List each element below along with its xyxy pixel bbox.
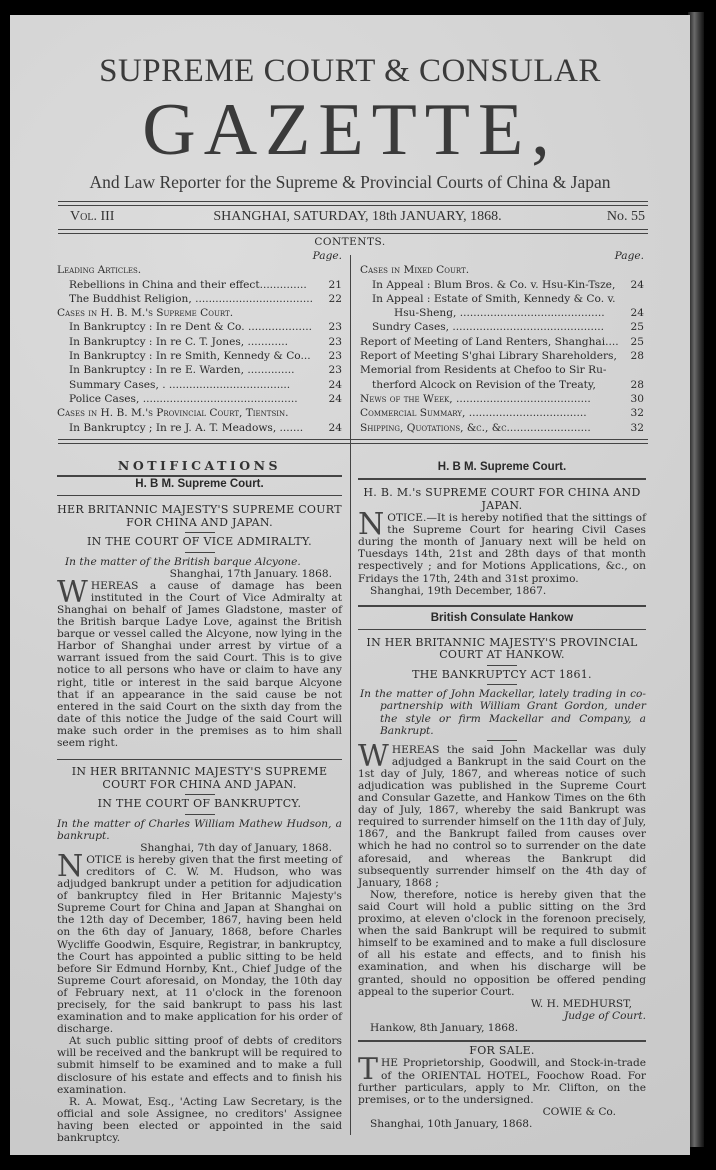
notice-matter: In the matter of Charles William Mathew Hudson, a bankrupt.	[57, 817, 342, 842]
toc-left-list	[57, 263, 342, 435]
toc-entry-title: Sundry Cases, .............................................	[372, 321, 604, 334]
notice-court: HER BRITANNIC MAJESTY'S SUPREME COURT FOR CHINA AND JAPAN.	[57, 503, 342, 529]
toc-entry	[360, 335, 644, 349]
gazette-page	[10, 15, 690, 1155]
dropcap: N	[358, 507, 385, 543]
toc-page-number: 24	[630, 278, 644, 291]
toc-entry	[57, 378, 342, 392]
notice-dateline: Shanghai, 7th day of January, 1868.	[140, 841, 332, 854]
toc-page-number: 23	[328, 364, 342, 377]
toc-page-number: 22	[328, 292, 342, 305]
toc-page-number: 23	[328, 321, 342, 334]
toc-page-number	[622, 363, 644, 377]
toc-left-column	[57, 249, 342, 435]
toc-entry	[57, 363, 342, 377]
issue-date: SHANGHAI, SATURDAY, 18th JANUARY, 1868.	[213, 209, 502, 224]
toc-page-number: 28	[630, 350, 644, 363]
toc-entry	[360, 406, 644, 420]
double-rule	[58, 229, 648, 234]
column-divider	[350, 445, 351, 1135]
toc-entry-title: In Bankruptcy : In re Smith, Kennedy & Co...	[69, 350, 311, 363]
rule	[358, 629, 646, 630]
notice-paragraph: Now, therefore, notice is hereby given that the said Court will hold a public sitting on the 3rd proximo, at eleven o'clock in the forenoon precisely, when the said Bankrupt will be required to submit himself to be examined and to make a full disclosure of all his estate and effects, and to finish his examination, and when his discharge will be granted, should no opposition be offered pending appeal to the superior Court.	[358, 888, 646, 998]
toc-entry-title: Summary Cases, . ....................................	[69, 378, 291, 391]
toc-entry	[360, 349, 644, 363]
left-notices	[57, 478, 342, 1144]
toc-page-number: 25	[630, 335, 644, 348]
toc-right-column	[360, 249, 644, 435]
toc-entry	[360, 363, 644, 377]
toc-page-number	[622, 292, 644, 306]
toc-entry-title: Hsu-Sheng, ...........................................	[394, 307, 605, 320]
rule	[57, 759, 342, 760]
signature-title: Judge of Court.	[564, 1009, 646, 1022]
short-rule	[185, 552, 215, 553]
contents-title: CONTENTS.	[314, 236, 386, 248]
toc-section	[57, 306, 342, 320]
issue-number: No. 55	[606, 209, 645, 224]
toc-entry	[57, 320, 342, 334]
toc-entry	[360, 320, 644, 334]
toc-page-number: 24	[328, 392, 342, 405]
toc-entry	[360, 421, 644, 435]
toc-page-number: 32	[630, 421, 644, 434]
notice-matter: In the matter of John Mackellar, lately trading in co-partnership with William Grant Gordon, under the style or firm Mackellar and Company, a Bankrupt.	[360, 688, 646, 737]
masthead-line1: SUPREME COURT & CONSULAR	[99, 53, 601, 89]
rule	[358, 605, 646, 607]
short-rule	[487, 740, 517, 741]
toc-section	[57, 263, 342, 277]
notice-body: NOTICE.—It is hereby notified that the sittings of the Supreme Court for hearing Civil Cases during the month of January next will be held on Tuesdays 14th, 21st and 28th days of that month respectively ; and for Motions Applications, &c., on Fridays the 17th, 24th and 31st proximo.	[358, 507, 646, 585]
toc-right-list	[360, 263, 644, 435]
toc-entry-title: In Appeal : Blum Bros. & Co. v. Hsu-Kin-Tsze,	[372, 278, 616, 291]
notice-dateline: Shanghai, 10th January, 1868.	[370, 1117, 533, 1130]
toc-section	[360, 263, 644, 277]
toc-entry	[360, 306, 644, 320]
page-column-header: Page.	[614, 250, 644, 262]
short-rule	[185, 532, 215, 533]
page-column-header: Page.	[312, 250, 342, 262]
toc-entry-title: In Bankruptcy : In re Dent & Co. ...................	[69, 321, 312, 334]
toc-entry	[57, 278, 342, 292]
signature: COWIE & Co.	[542, 1105, 616, 1118]
signature: W. H. MEDHURST,	[530, 997, 632, 1010]
notice-body: WHEREAS a cause of damage has been instituted in the Court of Vice Admiralty at Shanghai on behalf of James Gladstone, master of the British barque Ladye Love, against the British barque or vessel called the Alcyone, now lying in the Harbor of Shanghai under arrest by virtue of a warrant issued from the said Court. This is to give notice to all persons who have or claim to have any right, title or interest in the said barque Alcyone that if an appearance in the said cause be not entered in the said Court on the sixth day from the date of this notice the Judge of the said Court will make such order in the premises as to him shall seem right.	[57, 574, 342, 749]
toc-page-number: 24	[630, 307, 644, 320]
toc-entry-title: Cases in H. B. M.'s Provincial Court, Tientsin.	[57, 407, 289, 420]
notice-court: H. B. M.'s SUPREME COURT FOR CHINA AND JAPAN.	[363, 486, 641, 512]
notice-court: IN HER BRITANNIC MAJESTY'S PROVINCIAL COURT AT HANKOW.	[366, 635, 638, 662]
toc-entry-title: Report of Meeting of Land Renters, Shanghai....	[360, 335, 619, 348]
volume-label: Vol. III	[70, 209, 115, 224]
short-rule	[185, 814, 215, 815]
toc-page-number: 32	[630, 407, 644, 420]
toc-page-number: 30	[630, 392, 644, 405]
toc-entry-title: Rebellions in China and their effect..............	[69, 278, 307, 291]
toc-entry	[360, 292, 644, 306]
notice-body: NOTICE is hereby given that the first meeting of creditors of C. W. M. Hudson, who was adjudged bankrupt under a petition for adjudication of bankruptcy filed in Her Britannic Majesty's Supreme Court for China and Japan at Shanghai on the 12th day of December, 1867, having been held on the 6th day of January, 1868, before Charles Wycliffe Goodwin, Esquire, Registrar, in bankruptcy, the Court has appointed a public sitting to be held before Sir Edmund Hornby, Knt., Chief Judge of the Supreme Court aforesaid, on Monday, the 10th day of February next, at 11 o'clock in the forenoon precisely, for the said bankrupt to pass his last examination and to make application for his order of discharge.	[57, 848, 342, 1036]
toc-entry-title: In Appeal : Estate of Smith, Kennedy & Co. v.	[372, 292, 616, 305]
rule	[358, 478, 646, 480]
notice-body: WHEREAS the said John Mackellar was duly adjudged a Bankrupt in the said Court on the 1st day of July, 1867, and whereas notice of such adjudication was published in the Supreme Court and Consular Gazette, and Hankow Times on the 6th day of July, 1867, whereby the said Bankrupt was required to surrender himself on the 11th day of July, 1867, and the Bankrupt failed from causes over which he had no control so to surrender on the date aforesaid, and whereas the Bankrupt did subsequently surrender himself on the 4th day of January, 1868 ;	[358, 738, 646, 889]
notice-dateline: Shanghai, 19th December, 1867.	[370, 584, 547, 597]
double-rule	[58, 439, 648, 444]
book-spine	[688, 12, 704, 1147]
rule	[57, 495, 342, 496]
toc-entry	[360, 378, 644, 392]
short-rule	[185, 794, 215, 795]
toc-page-number: 24	[328, 421, 342, 434]
for-sale-title: FOR SALE.	[469, 1043, 535, 1057]
short-rule	[487, 684, 517, 685]
rule	[57, 475, 342, 477]
notice-division: IN THE COURT OF VICE ADMIRALTY.	[87, 535, 312, 549]
dropcap: W	[358, 738, 389, 774]
notifications-title: NOTIFICATIONS	[117, 458, 282, 473]
notice-dateline: Hankow, 8th January, 1868.	[370, 1021, 519, 1034]
notice-court: IN HER BRITANNIC MAJESTY'S SUPREME COURT FOR CHINA AND JAPAN.	[71, 765, 328, 791]
notice-paragraph: At such public sitting proof of debts of creditors will be received and the bankrupt will be required to submit himself to be examined and to make a full disclosure of his estate and effects and to finish his examination.	[57, 1035, 342, 1096]
toc-entry	[57, 292, 342, 306]
notice-division: THE BANKRUPTCY ACT 1861.	[412, 667, 592, 681]
masthead-title: GAZETTE,	[142, 89, 558, 171]
notice-dateline: Shanghai, 17th January. 1868.	[169, 567, 332, 580]
section-head-consulate: British Consulate Hankow	[430, 611, 574, 624]
dropcap: W	[57, 574, 88, 610]
toc-entry-title: News of the Week, ........................................	[360, 392, 591, 405]
toc-page-number: 23	[328, 335, 342, 348]
notice-matter: In the matter of the British barque Alcyone.	[65, 555, 301, 568]
toc-entry-title: Shipping, Quotations, &c., &c.........................	[360, 421, 591, 434]
toc-entry	[57, 335, 342, 349]
toc-page-number: 25	[630, 321, 644, 334]
notice-paragraph: R. A. Mowat, Esq., 'Acting Law Secretary, is the official and sole Assignee, no creditors' Assignee having been elected or appointed in the said bankruptcy.	[57, 1095, 342, 1145]
toc-entry-title: Cases in H. B. M.'s Supreme Court.	[57, 307, 234, 320]
notice-division: IN THE COURT OF BANKRUPTCY.	[97, 797, 302, 811]
rule	[358, 1040, 646, 1042]
toc-entry-title: Commercial Summary, ...................................	[360, 407, 587, 420]
toc-page-number: 28	[630, 378, 644, 391]
toc-section	[57, 406, 342, 420]
toc-page-number: 21	[328, 278, 342, 291]
right-notices	[358, 461, 646, 1130]
toc-entry	[57, 392, 342, 406]
toc-entry-title: Police Cases, ..............................................	[69, 392, 298, 405]
toc-entry-title: The Buddhist Religion, ...................................	[69, 292, 313, 305]
toc-entry	[57, 421, 342, 435]
dropcap: N	[57, 848, 84, 884]
toc-entry	[360, 392, 644, 406]
toc-entry-title: In Bankruptcy ; In re J. A. T. Meadows, .......	[69, 421, 304, 434]
section-head-supreme-court: H. B M. Supreme Court.	[437, 461, 567, 473]
toc-entry-title: therford Alcock on Revision of the Treaty,	[372, 378, 596, 391]
masthead-subtitle: And Law Reporter for the Supreme & Provincial Courts of China & Japan	[89, 172, 611, 192]
toc-entry-title: Memorial from Residents at Chefoo to Sir Ru-	[360, 364, 607, 377]
toc-entry-title: Report of Meeting S'ghai Library Shareholders,	[360, 350, 617, 363]
double-rule	[58, 201, 648, 206]
toc-entry-title: In Bankruptcy : In re C. T. Jones, ............	[69, 335, 288, 348]
dropcap: T	[358, 1052, 379, 1088]
for-sale-body: THE Proprietorship, Goodwill, and Stock-in-trade of the ORIENTAL HOTEL, Foochow Road. For further particulars, apply to Mr. Clifton, on the premises, or to the undersigned.	[358, 1052, 646, 1106]
column-divider	[350, 255, 351, 453]
toc-entry	[57, 349, 342, 363]
toc-entry-title: In Bankruptcy : In re E. Warden, ..............	[69, 364, 295, 377]
section-head-supreme-court: H. B M. Supreme Court.	[135, 478, 264, 490]
toc-page-number: 24	[328, 378, 342, 391]
toc-page-number: 23	[328, 350, 342, 363]
toc-entry-title: Cases in Mixed Court.	[360, 264, 470, 277]
toc-entry	[360, 278, 644, 292]
toc-entry-title: Leading Articles.	[57, 264, 142, 277]
short-rule	[487, 665, 517, 666]
